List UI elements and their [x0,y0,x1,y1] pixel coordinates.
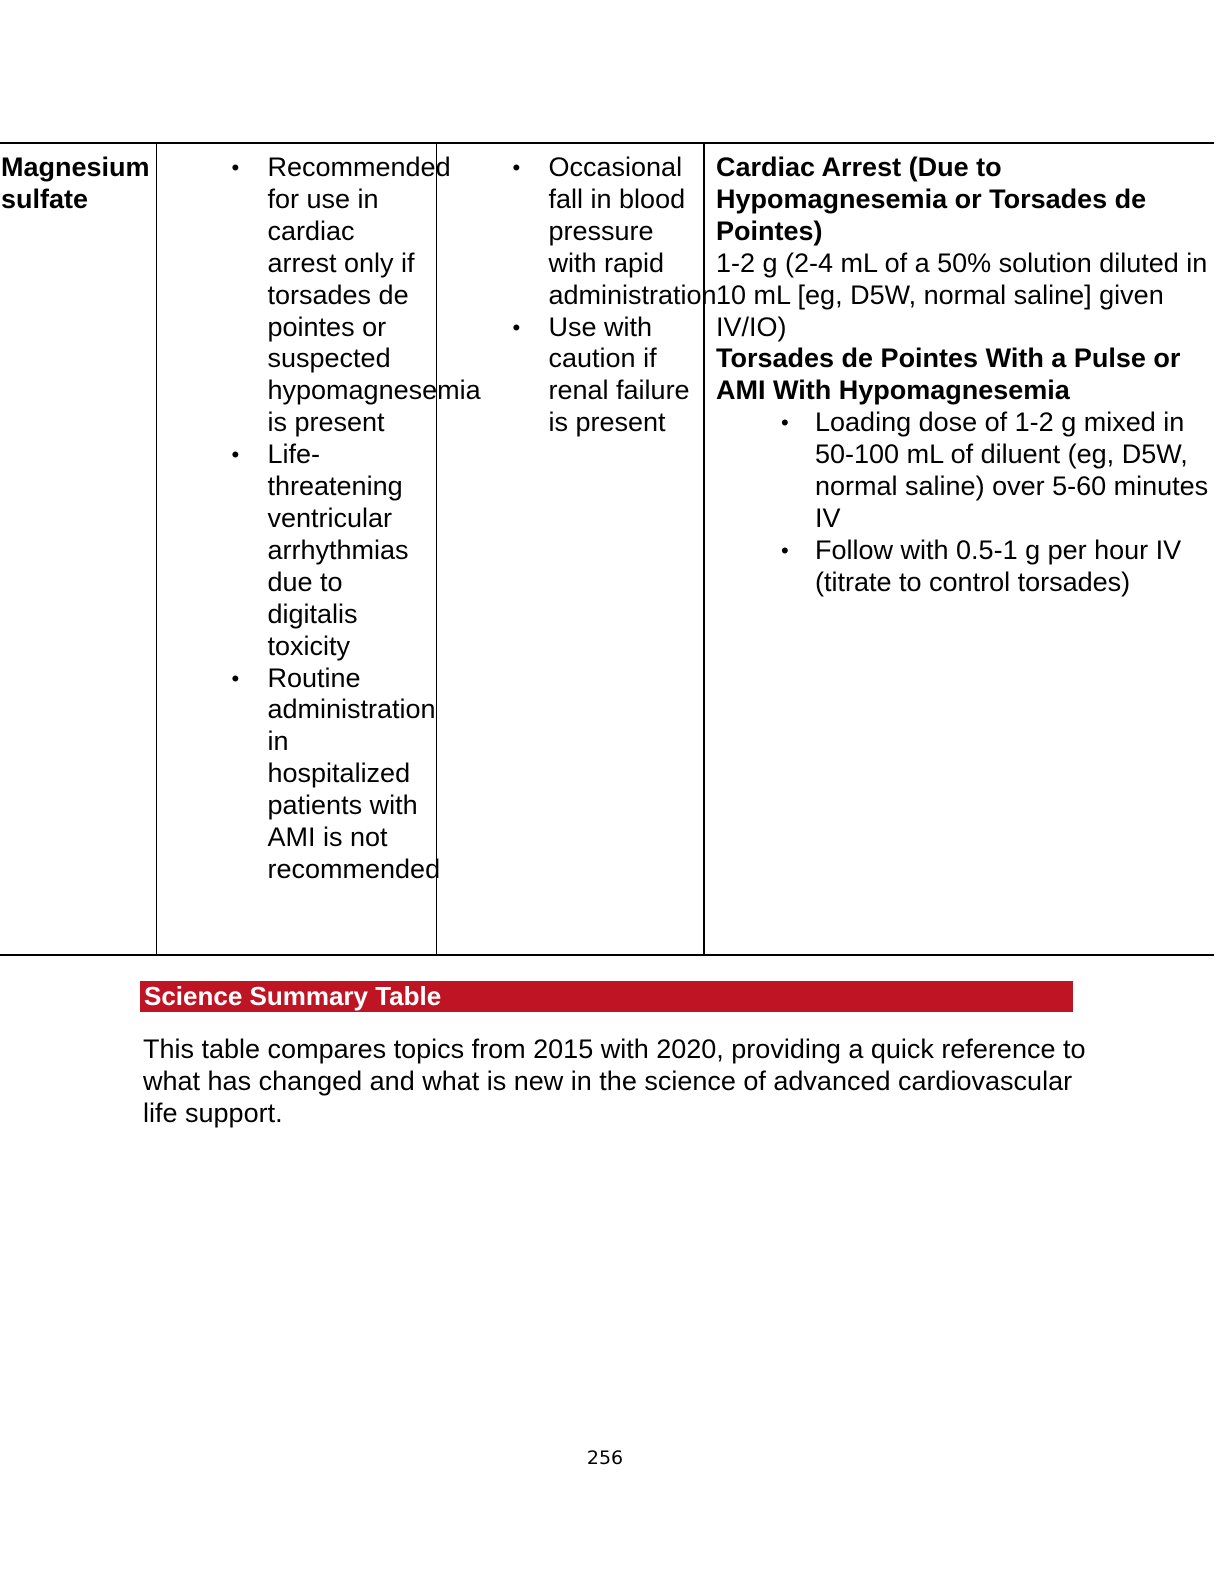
list-item: • Routine administration in hospitalized patients with AMI is not recommended [157,663,427,886]
table-row [0,143,1214,955]
dosing-cell [704,143,1214,955]
section-heading: Science Summary Table [140,981,1073,1012]
list-item: • Use with caution if renal failure is present [437,312,699,440]
drug-name-cell [0,143,156,955]
dosing-heading-arrest: Cardiac Arrest (Due to Hypomagnesemia or Torsades de Pointes) [716,152,1147,246]
drug-table [0,142,1214,956]
dosing-list [716,407,1210,598]
precautions-list [437,152,717,439]
indications-list [157,152,481,886]
list-item: • Loading dose of 1-2 g mixed in 50-100 mL of diluent (eg, D5W, normal saline) over 5-60 minutes IV [716,407,1210,535]
indications-cell [156,143,481,955]
list-item: • Recommended for use in cardiac arrest only if torsades de pointes or suspected hypomagnesemia is present [157,152,427,439]
drug-name: Magnesium sulfate [1,152,150,214]
dosing-text-arrest: 1-2 g (2-4 mL of a 50% solution diluted in 10 mL [eg, D5W, normal saline] given IV/IO) [716,247,1208,342]
section-intro-text: This table compares topics from 2015 with 2020, providing a quick reference to what has changed and what is new in the science of advanced cardiovascular life support. [143,1034,1086,1128]
dosing-content [705,144,1214,599]
list-item: • Follow with 0.5-1 g per hour IV (titrate to control torsades) [716,535,1210,599]
dosing-heading-pulse: Torsades de Pointes With a Pulse or AMI With Hypomagnesemia [716,343,1181,406]
list-item: • Occasional fall in blood pressure with rapid administration [437,152,699,312]
list-item: • Life-threatening ventricular arrhythmias due to digitalis toxicity [157,439,427,662]
precautions-cell [436,143,717,955]
page-number: 256 [586,1447,624,1469]
